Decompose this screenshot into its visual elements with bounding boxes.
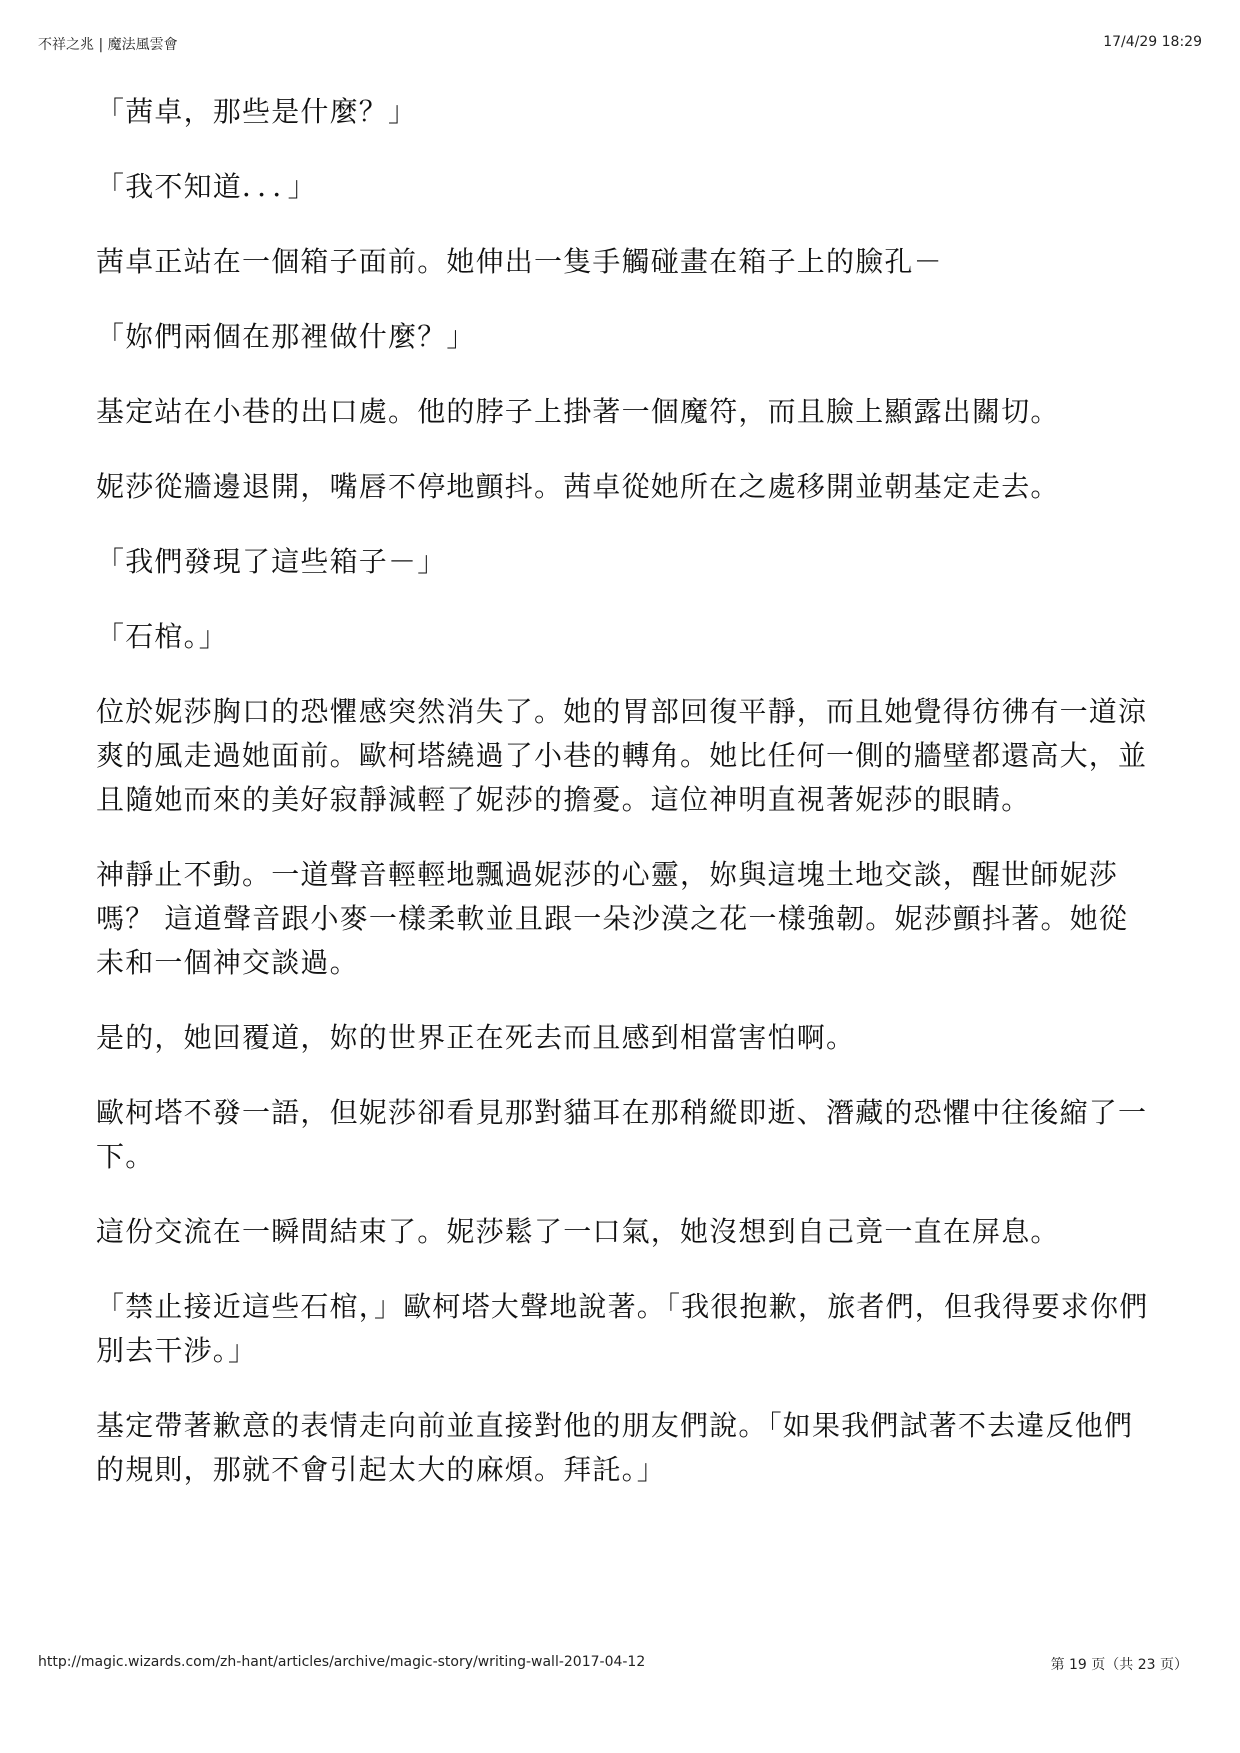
page-number: 第 19 页（共 23 页） — [1050, 1657, 1188, 1673]
paragraph: 「石棺。」 — [96, 620, 229, 653]
paragraph: 「妳們兩個在那裡做什麼？」 — [96, 320, 476, 353]
paragraph: 「禁止接近這些石棺，」歐柯塔大聲地說著。「我很抱歉，旅者們，但我得要求你們別去干涉。」 — [96, 1290, 1149, 1367]
page-title: 不祥之兆 | 魔法風雲會 — [38, 37, 178, 53]
print-footer — [38, 1654, 1202, 1678]
paragraph: 位於妮莎胸口的恐懼感突然消失了。她的胃部回復平靜，而且她覺得彷彿有一道涼爽的風走過她面前。歐柯塔繞過了小巷的轉角。她比任何一側的牆壁都還高大，並且隨她而來的美好寂靜減輕了妮莎的擔憂。這位神明直視著妮莎的眼睛。 — [96, 695, 1148, 816]
paragraph: 是的，她回覆道，妳的世界正在死去而且感到相當害怕啊。 — [96, 1021, 856, 1054]
paragraph: 茜卓正站在一個箱子面前。她伸出一隻手觸碰畫在箱子上的臉孔－ — [96, 245, 943, 278]
page-url: http://magic.wizards.com/zh-hant/articles/archive/magic-story/writing-wall-2017-04-12 — [38, 1654, 646, 1670]
print-datetime: 17/4/29 18:29 — [1103, 34, 1202, 50]
paragraph: 基定帶著歉意的表情走向前並直接對他的朋友們說。「如果我們試著不去違反他們的規則，那就不會引起太大的麻煩。拜託。」 — [96, 1409, 1134, 1486]
paragraph: 妮莎從牆邊退開，嘴唇不停地顫抖。茜卓從她所在之處移開並朝基定走去。 — [96, 470, 1060, 503]
paragraph: 神靜止不動。一道聲音輕輕地飄過妮莎的心靈，妳與這塊土地交談，醒世師妮莎嗎？ 這道聲音跟小麥一樣柔軟並且跟一朵沙漠之花一樣強韌。妮莎顫抖著。她從未和一個神交談過。 — [96, 858, 1129, 979]
paragraph: 「茜卓，那些是什麼？」 — [96, 95, 418, 128]
article-body — [96, 90, 1156, 1523]
paragraph: 這份交流在一瞬間結束了。妮莎鬆了一口氣，她沒想到自己竟一直在屏息。 — [96, 1215, 1060, 1248]
paragraph: 「我不知道．．．」 — [96, 170, 317, 203]
print-header — [38, 34, 1202, 58]
paragraph: 歐柯塔不發一語，但妮莎卻看見那對貓耳在那稍縱即逝、潛藏的恐懼中往後縮了一下。 — [96, 1096, 1148, 1173]
paragraph: 「我們發現了這些箱子－」 — [96, 545, 447, 578]
paragraph: 基定站在小巷的出口處。他的脖子上掛著一個魔符，而且臉上顯露出關切。 — [96, 395, 1060, 428]
